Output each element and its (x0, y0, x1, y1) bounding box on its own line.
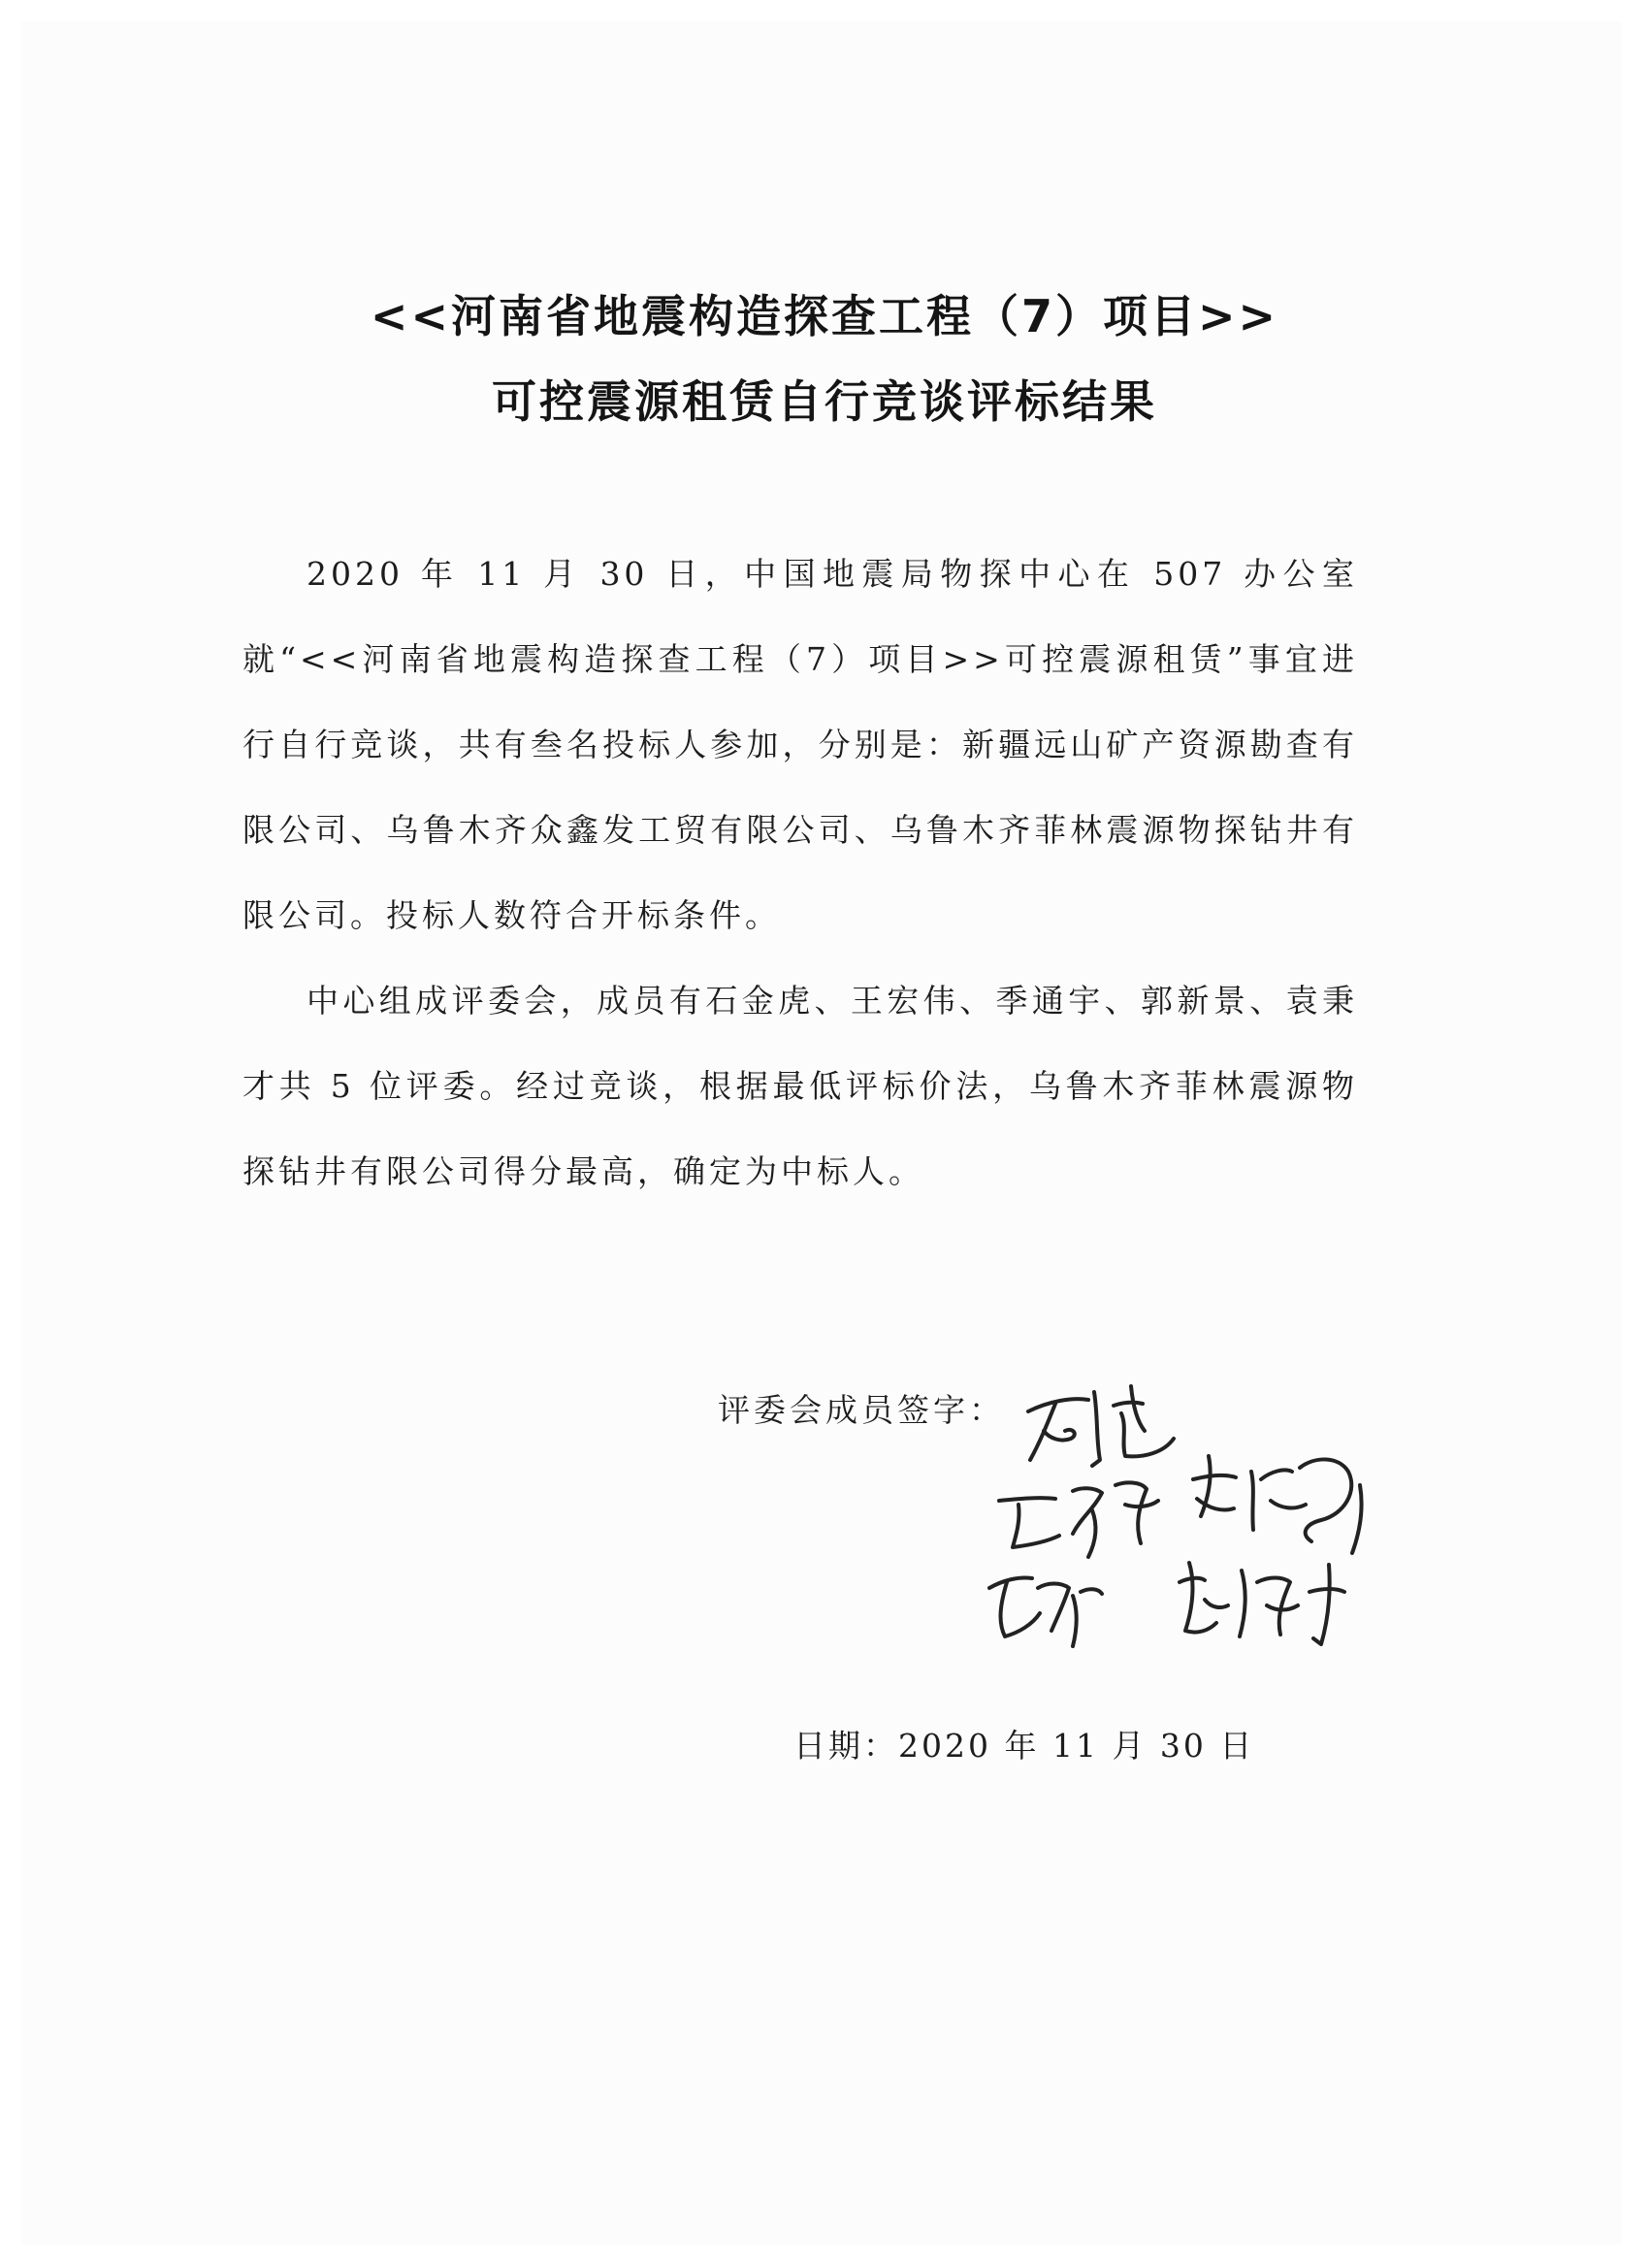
paragraph-1: 2020 年 11 月 30 日，中国地震局物探中心在 507 办公室就“<<河南省地震构造探查工程（7）项目>>可控震源租赁”事宜进行自行竞谈，共有叁名投标人参加，分别是：新疆远山矿产资源勘查有限公司、乌鲁木齐众鑫发工贸有限公司、乌鲁木齐菲林震源物探钻井有限公司。投标人数符合开标条件。 (242, 555, 1358, 934)
handwritten-signatures (980, 1363, 1445, 1702)
signature-4 (989, 1577, 1102, 1646)
signature-5 (1180, 1563, 1344, 1644)
date-value: 2020 年 11 月 30 日 (898, 1727, 1255, 1765)
document-date (793, 1721, 1254, 1766)
signature-1 (1028, 1386, 1174, 1466)
date-label: 日期： (793, 1727, 898, 1765)
signature-2 (999, 1482, 1158, 1557)
document-title-line-2: 可控震源租赁自行竞谈评标结果 (492, 375, 1157, 428)
document-title-line-1: <<河南省地震构造探查工程（7）项目>> (370, 290, 1279, 342)
document-body (242, 532, 1358, 1215)
signature-3 (1193, 1456, 1362, 1553)
signature-label: 评委会成员签字： (718, 1391, 1005, 1429)
paragraph-2: 中心组成评委会，成员有石金虎、王宏伟、季通宇、郭新景、袁秉才共 5 位评委。经过竞谈，根据最低评标价法，乌鲁木齐菲林震源物探钻井有限公司得分最高，确定为中标人。 (242, 982, 1358, 1190)
